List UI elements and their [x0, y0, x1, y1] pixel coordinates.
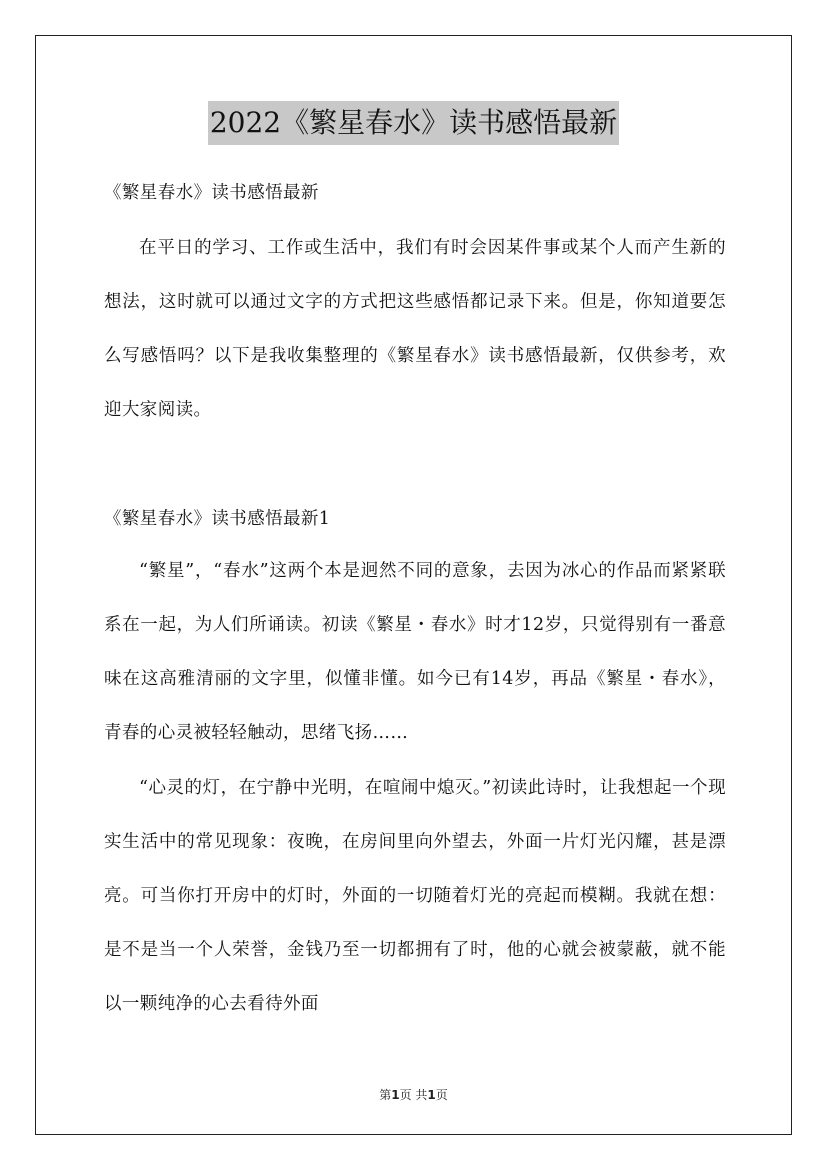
- footer-total-pages: 1: [427, 1088, 436, 1102]
- footer-prefix: 第: [379, 1088, 392, 1102]
- body-paragraph-1: “繁星”，“春水”这两个本是迥然不同的意象，去因为冰心的作品而紧紧联系在一起，为人们所诵读。初读《繁星・春水》时才12岁，只觉得别有一番意味在这高雅清丽的文字里，似懂非懂。如今已有14岁，再品《繁星・春水》，青春的心灵被轻轻触动，思绪飞扬……: [104, 561, 726, 743]
- page-footer: [0, 1086, 827, 1103]
- intro-paragraph: 在平日的学习、工作或生活中，我们有时会因某件事或某个人而产生新的想法，这时就可以通过文字的方式把这些感悟都记录下来。但是，你知道要怎么写感悟吗？以下是我收集整理的《繁星春水》读书感悟最新，仅供参考，欢迎大家阅读。: [104, 238, 726, 420]
- body-paragraph-2: “心灵的灯，在宁静中光明，在喧闹中熄灭。”初读此诗时，让我想起一个现实生活中的常见现象：夜晚，在房间里向外望去，外面一片灯光闪耀，甚是漂亮。可当你打开房中的灯时，外面的一切随着灯光的亮起而模糊。我就在想：是不是当一个人荣誉，金钱乃至一切都拥有了时，他的心就会被蒙蔽，就不能以一颗纯净的心去看待外面: [104, 778, 726, 1014]
- footer-suffix: 页: [435, 1088, 448, 1102]
- footer-current-page: 1: [391, 1088, 400, 1102]
- footer-mid: 页 共: [399, 1088, 428, 1102]
- subheading: 《繁星春水》读书感悟最新: [104, 183, 319, 203]
- title-container: [0, 101, 827, 145]
- document-title: 2022《繁星春水》读书感悟最新: [208, 101, 619, 145]
- section-heading: 《繁星春水》读书感悟最新1: [104, 509, 331, 529]
